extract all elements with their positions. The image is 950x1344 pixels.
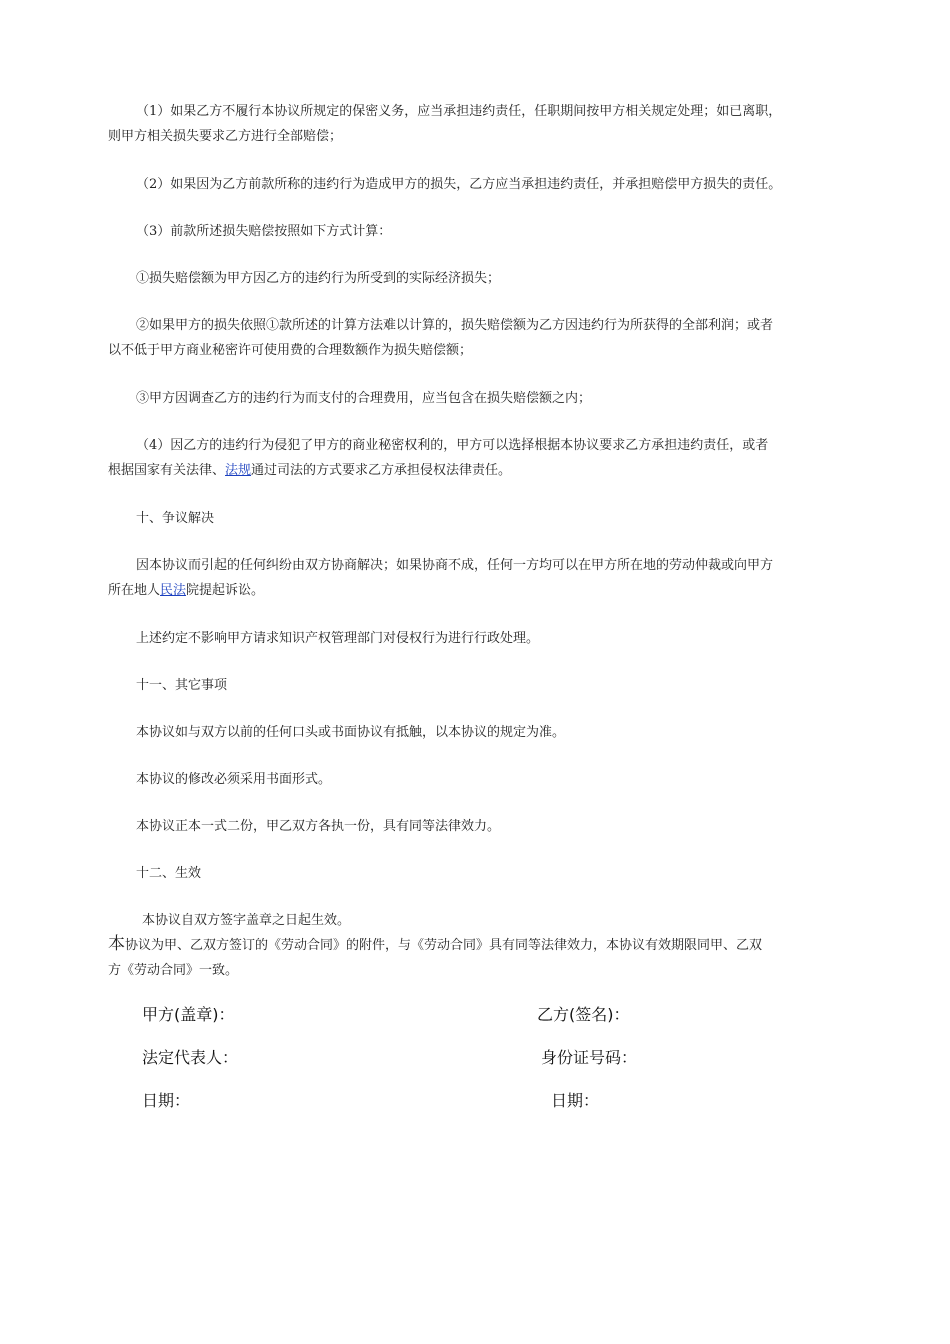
section-10-p1-line-2-pre: 所在地人 (108, 583, 161, 598)
clause-4-line-2-post: 通过司法的方式要求乙方承担侵权法律责任。 (251, 463, 512, 478)
section-10-p1-line-1: 因本协议而引起的任何纠纷由双方协商解决；如果协商不成，任何一方均可以在甲方所在地的劳动仲裁或向甲方 (136, 558, 774, 573)
subclause-2-line-1: ②如果甲方的损失依照①款所述的计算方法难以计算的，损失赔偿额为乙方因违约行为所获得的全部利润；或者 (136, 318, 774, 333)
party-a-date-label: 日期： (142, 1091, 191, 1110)
civil-law-link[interactable]: 民法 (160, 583, 187, 598)
party-b-date-label: 日期： (551, 1091, 600, 1110)
section-12-p2-line-1-rest: 协议为甲、乙双方签订的《劳动合同》的附件，与《劳动合同》具有同等法律效力，本协议有效期限同甲、乙双 (125, 938, 763, 953)
clause-2-text: （2）如果因为乙方前款所称的违约行为造成甲方的损失，乙方应当承担违约责任，并承担赔偿甲方损失的责任。 (136, 177, 782, 192)
section-10-p1-line-2 (108, 578, 842, 603)
section-11-p2-text: 本协议的修改必须采用书面形式。 (136, 772, 332, 787)
clause-4 (108, 433, 842, 483)
section-12-paragraph-2 (108, 932, 842, 983)
section-11-p1-text: 本协议如与双方以前的任何口头或书面协议有抵触，以本协议的规定为准。 (136, 725, 566, 740)
section-11-title (108, 673, 842, 698)
section-12-p2-first-char: 本 (108, 934, 125, 954)
subclause-2-line-2: 以不低于甲方商业秘密许可使用费的合理数额作为损失赔偿额； (108, 343, 473, 358)
clause-2 (108, 172, 842, 197)
party-a-seal-label: 甲方(盖章)： (142, 1005, 235, 1024)
section-12-title (108, 861, 842, 886)
id-number-label: 身份证号码： (541, 1048, 638, 1067)
subclause-1 (108, 266, 842, 291)
subclause-3-text: ③甲方因调查乙方的违约行为而支付的合理费用，应当包含在损失赔偿额之内； (136, 391, 592, 406)
section-12-p2-line-1 (108, 932, 842, 958)
clause-4-line-2 (108, 458, 842, 483)
section-11-p3-text: 本协议正本一式二份，甲乙双方各执一份，具有同等法律效力。 (136, 819, 501, 834)
subclause-3 (108, 386, 842, 411)
section-12-p2-line-2: 方《劳动合同》一致。 (108, 963, 239, 978)
clause-3 (108, 219, 842, 244)
clause-3-text: （3）前款所述损失赔偿按照如下方式计算： (136, 224, 392, 239)
clause-4-line-2-pre: 根据国家有关法律、 (108, 463, 226, 478)
section-10-title-text: 十、争议解决 (136, 511, 215, 526)
clause-1-line-2: 则甲方相关损失要求乙方进行全部赔偿； (108, 129, 343, 144)
section-12-title-text: 十二、生效 (136, 866, 202, 881)
legal-representative-label: 法定代表人： (142, 1048, 239, 1067)
section-10-paragraph-2 (108, 626, 842, 651)
section-10-paragraph-1 (108, 553, 842, 603)
subclause-1-text: ①损失赔偿额为甲方因乙方的违约行为所受到的实际经济损失； (136, 271, 501, 286)
subclause-2 (108, 313, 842, 363)
section-11-paragraph-2 (108, 767, 842, 792)
regulations-link[interactable]: 法规 (225, 463, 252, 478)
clause-4-line-1: （4）因乙方的违约行为侵犯了甲方的商业秘密权利的，甲方可以选择根据本协议要求乙方承担违约责任，或者 (136, 438, 769, 453)
section-12-p1-text: 本协议自双方签字盖章之日起生效。 (142, 913, 351, 928)
section-11-title-text: 十一、其它事项 (136, 678, 228, 693)
section-10-p2-text: 上述约定不影响甲方请求知识产权管理部门对侵权行为进行行政处理。 (136, 631, 540, 646)
clause-1 (108, 99, 842, 149)
section-10-title (108, 506, 842, 531)
section-11-paragraph-3 (108, 814, 842, 839)
party-b-signature-label: 乙方(签名)： (537, 1005, 630, 1024)
section-11-paragraph-1 (108, 720, 842, 745)
clause-1-line-1: （1）如果乙方不履行本协议所规定的保密义务，应当承担违约责任，任职期间按甲方相关规定处理；如已离职， (136, 104, 782, 119)
section-10-p1-line-2-post: 院提起诉讼。 (186, 583, 265, 598)
section-12-paragraph-1 (108, 908, 842, 933)
